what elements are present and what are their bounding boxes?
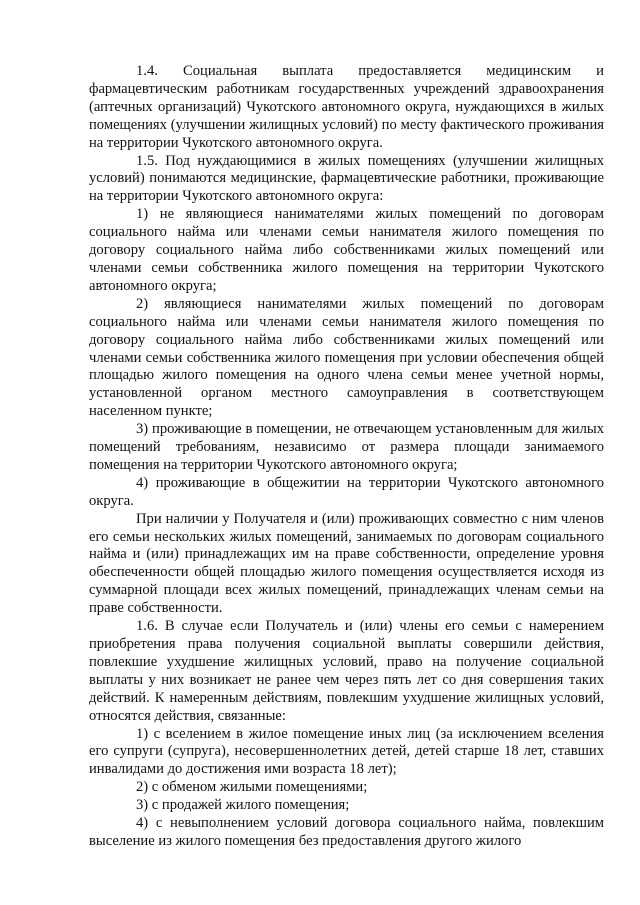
paragraph-1-4: 1.4. Социальная выплата предоставляется медицинским и фармацевтическим работникам государственных учреждений здравоохранения (аптечных организаций) Чукотского автономного округа, нуждающихся в жилых помещениях (улучшении жилищных условий) по месту фактического проживания на территории Чукотского автономного округа. xyxy=(89,63,604,151)
paragraph-1-6: 1.6. В случае если Получатель и (или) члены его семьи с намерением приобретения права получения социальной выплаты совершили действия, повлекшие ухудшение жилищных условий, право на получение социальной выплаты у них возникает не ранее чем через пять лет со дня совершения таких действий. К намеренным действиям, повлекшим ухудшение жилищных условий, относятся действия, связанные: xyxy=(89,618,604,724)
list-item-1-6-2: 2) с обменом жилыми помещениями; xyxy=(136,779,368,796)
list-item-1-5-4: 4) проживающие в общежитии на территории Чукотского автономного округа. xyxy=(89,474,604,509)
list-item-1-5-1: 1) не являющиеся нанимателями жилых помещений по договорам социального найма или членами семьи нанимателя жилого помещения по договору социального найма либо собственниками жилых помещений или членами семьи собственника жилого помещения на территории Чукотского автономного округа; xyxy=(89,206,604,294)
list-item-1-5-2: 2) являющиеся нанимателями жилых помещений по договорам социального найма или членами семьи нанимателя жилого помещения по договору социального найма либо собственниками жилых помещений или членами семьи собственника жилого помещения при условии обеспечения общей площадью жилого помещения на одного члена семьи менее учетной нормы, установленной органом местного самоуправления в соответствующем населенном пункте; xyxy=(89,295,604,420)
paragraph-multiple-dwellings: При наличии у Получателя и (или) проживающих совместно с ним членов его семьи нескольких жилых помещений, занимаемых по договорам социального найма и (или) принадлежащих им на праве собственности, определение уровня обеспеченности общей площадью жилого помещения осуществляется исходя из суммарной площади всех жилых помещений, принадлежащих членам семьи на праве собственности. xyxy=(89,510,604,617)
list-item-1-6-4: 4) с невыполнением условий договора социального найма, повлекшим выселение из жилого помещения без предоставления другого жилого xyxy=(89,815,604,849)
list-item-1-6-1: 1) с вселением в жилое помещение иных лиц (за исключением вселения его супруги (супруга), несовершеннолетних детей, детей старше 18 лет, ставших инвалидами до достижения ими возраста 18 лет); xyxy=(89,725,604,778)
paragraph-1-5: 1.5. Под нуждающимися в жилых помещениях (улучшении жилищных условий) понимаются медицинские, фармацевтические работники, проживающие на территории Чукотского автономного округа: xyxy=(89,152,604,205)
document-page xyxy=(89,63,604,851)
list-item-1-5-3: 3) проживающие в помещении, не отвечающем установленным для жилых помещений требованиям, независимо от размера площади занимаемого помещения на территории Чукотского автономного округа; xyxy=(89,421,604,473)
list-item-1-6-3: 3) с продажей жилого помещения; xyxy=(136,797,350,814)
